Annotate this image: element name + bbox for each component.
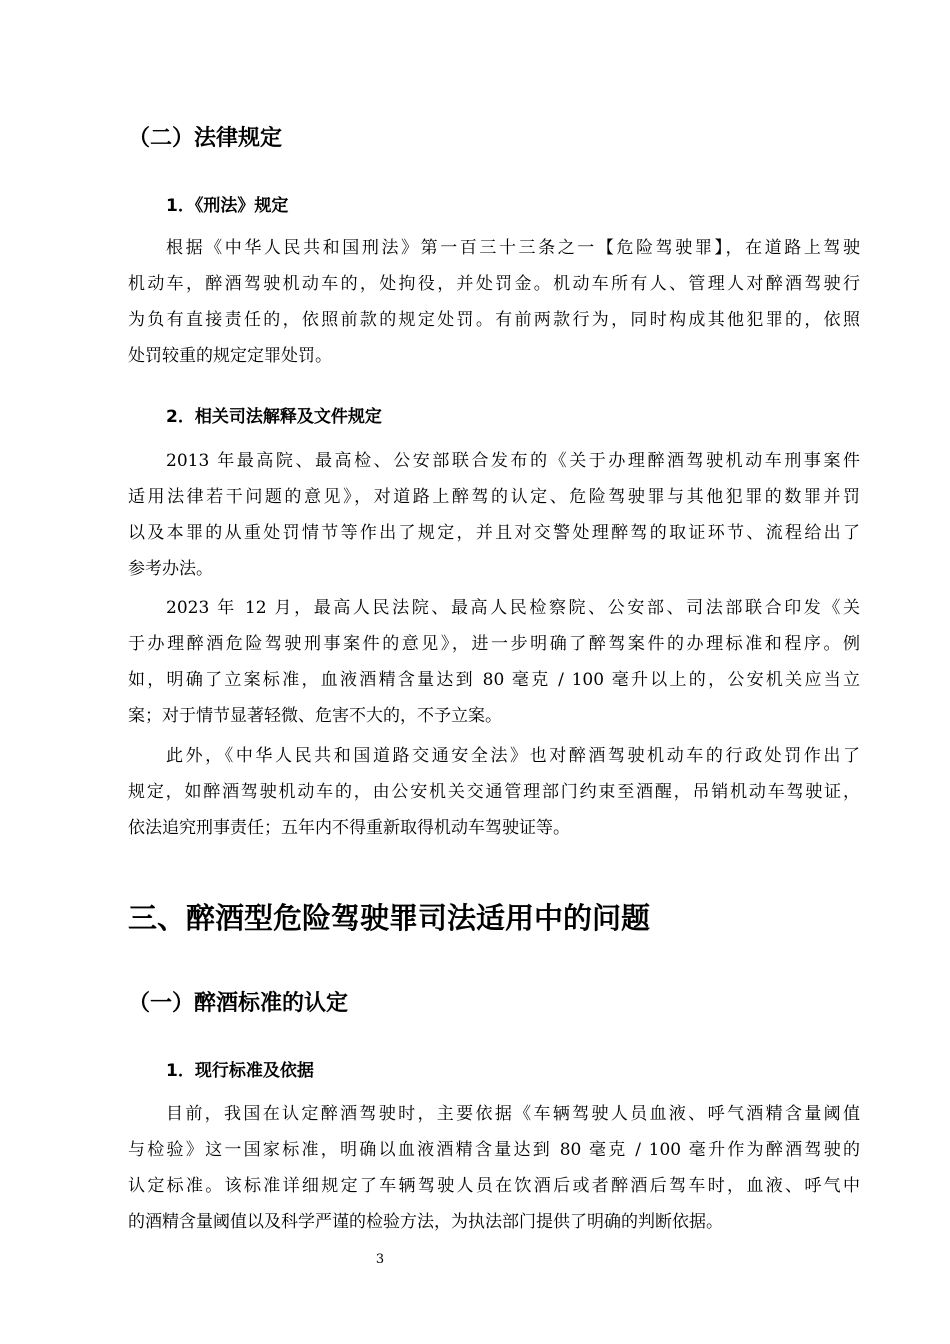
paragraph-current-standard bbox=[128, 1096, 860, 1240]
paragraph-line: 2023 年 12 月，最高人民法院、最高人民检察院、公安部、司法部联合印发《关 bbox=[166, 598, 860, 618]
paragraph-line: 处罚较重的规定定罪处罚。 bbox=[128, 346, 332, 366]
section-heading-drunk-standard: （一）醉酒标准的认定 bbox=[128, 991, 349, 1016]
paragraph-line: 2013 年最高院、最高检、公安部联合发布的《关于办理醉酒驾驶机动车刑事案件 bbox=[166, 451, 860, 471]
paragraph-criminal-law bbox=[128, 230, 860, 374]
section-heading-legal-provisions: （二）法律规定 bbox=[128, 126, 283, 151]
paragraph-line: 目前，我国在认定醉酒驾驶时，主要依据《车辆驾驶人员血液、呼气酒精含量阈值 bbox=[166, 1104, 860, 1124]
paragraph-2023-opinion bbox=[128, 590, 860, 734]
paragraph-line: 依法追究刑事责任；五年内不得重新取得机动车驾驶证等。 bbox=[128, 818, 570, 838]
paragraph-line: 根据《中华人民共和国刑法》第一百三十三条之一【危险驾驶罪】，在道路上驾驶 bbox=[166, 238, 860, 258]
subsection-heading-criminal-law: 1．《刑法》规定 bbox=[166, 196, 289, 216]
subsection-heading-current-standard: 1．现行标准及依据 bbox=[166, 1061, 314, 1081]
paragraph-line: 机动车，醉酒驾驶机动车的，处拘役，并处罚金。机动车所有人、管理人对醉酒驾驶行 bbox=[128, 274, 860, 294]
chapter-heading-judicial-issues: 三、醉酒型危险驾驶罪司法适用中的问题 bbox=[128, 901, 651, 935]
paragraph-line: 规定，如醉酒驾驶机动车的，由公安机关交通管理部门约束至酒醒，吊销机动车驾驶证， bbox=[128, 782, 860, 802]
paragraph-line: 以及本罪的从重处罚情节等作出了规定，并且对交警处理醉驾的取证环节、流程给出了 bbox=[128, 523, 860, 543]
paragraph-line: 的酒精含量阈值以及科学严谨的检验方法，为执法部门提供了明确的判断依据。 bbox=[128, 1212, 723, 1232]
paragraph-line: 于办理醉酒危险驾驶刑事案件的意见》，进一步明确了醉驾案件的办理标准和程序。例 bbox=[128, 634, 860, 654]
paragraph-line: 案；对于情节显著轻微、危害不大的，不予立案。 bbox=[128, 706, 502, 726]
paragraph-line: 如，明确了立案标准，血液酒精含量达到 80 毫克 / 100 毫升以上的，公安机关应当立 bbox=[128, 670, 860, 690]
paragraph-road-traffic-safety-law bbox=[128, 738, 860, 846]
paragraph-line: 参考办法。 bbox=[128, 559, 213, 579]
paragraph-line: 适用法律若干问题的意见》，对道路上醉驾的认定、危险驾驶罪与其他犯罪的数罪并罚 bbox=[128, 487, 860, 507]
paragraph-line: 为负有直接责任的，依照前款的规定处罚。有前两款行为，同时构成其他犯罪的，依照 bbox=[128, 310, 860, 330]
paragraph-2013-opinion bbox=[128, 443, 860, 587]
paragraph-line: 认定标准。该标准详细规定了车辆驾驶人员在饮酒后或者醉酒后驾车时，血液、呼气中 bbox=[128, 1176, 860, 1196]
subsection-heading-judicial-interpretations: 2．相关司法解释及文件规定 bbox=[166, 407, 382, 427]
paragraph-line: 与检验》这一国家标准，明确以血液酒精含量达到 80 毫克 / 100 毫升作为醉酒驾驶的 bbox=[128, 1140, 860, 1160]
page-number: 3 bbox=[375, 1252, 385, 1267]
paragraph-line: 此外，《中华人民共和国道路交通安全法》也对醉酒驾驶机动车的行政处罚作出了 bbox=[166, 746, 860, 766]
